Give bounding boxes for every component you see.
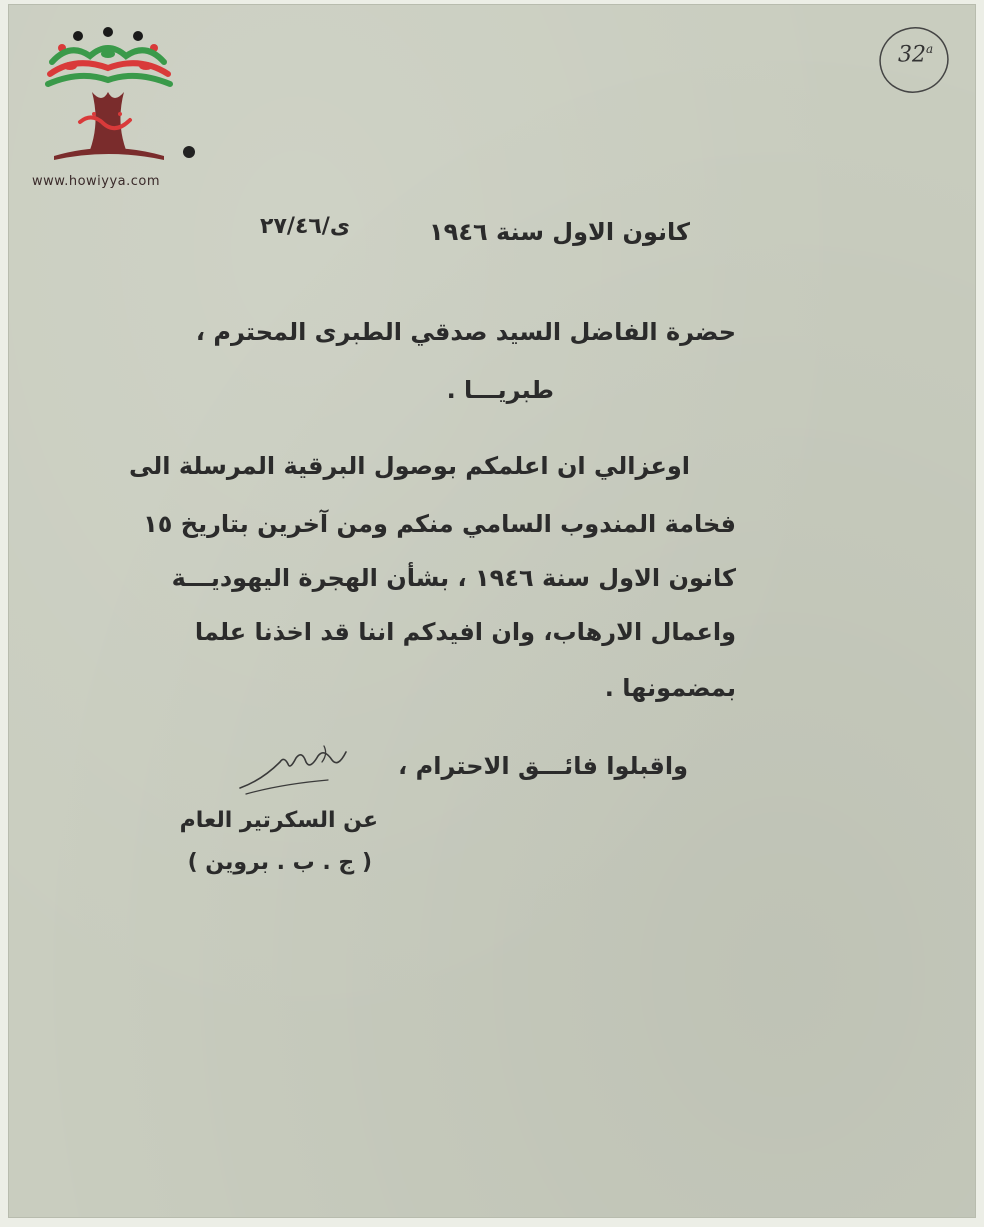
letter-closing: واقبلوا فائـــق الاحترام ، [398, 752, 688, 780]
letter-addressee: حضرة الفاضل السيد صدقي الطبرى المحترم ، [195, 318, 736, 346]
signatory-name: ( ج . ب . بروين ) [187, 850, 372, 875]
letter-date: كانون الاول سنة ١٩٤٦ [429, 218, 690, 246]
watermark-url: www.howiyya.com [32, 174, 161, 189]
body-line-2: فخامة المندوب السامي منكم ومن آخرين بتاريخ ١٥ [143, 510, 736, 538]
letter-reference: ى/٢٧/٤٦ [260, 214, 350, 239]
body-line-1: اوعزالي ان اعلمكم بوصول البرقية المرسلة الى [129, 452, 690, 480]
folio-suffix: a [926, 42, 934, 56]
ink-dot [183, 146, 195, 158]
folio-number-value: 32 [898, 42, 926, 68]
body-line-5: بمضمونها . [604, 674, 736, 702]
family-tree-logo-icon [30, 22, 190, 192]
body-line-3: كانون الاول سنة ١٩٤٦ ، بشأن الهجرة اليهوديـــة [171, 564, 736, 592]
signatory-title: عن السكرتير العام [179, 808, 378, 833]
body-line-4: واعمال الارهاب، وان افيدكم اننا قد اخذنا علما [194, 618, 736, 646]
letter-place: طبريـــا . [446, 376, 554, 404]
handwritten-signature-icon [232, 740, 352, 800]
folio-number [898, 42, 933, 67]
